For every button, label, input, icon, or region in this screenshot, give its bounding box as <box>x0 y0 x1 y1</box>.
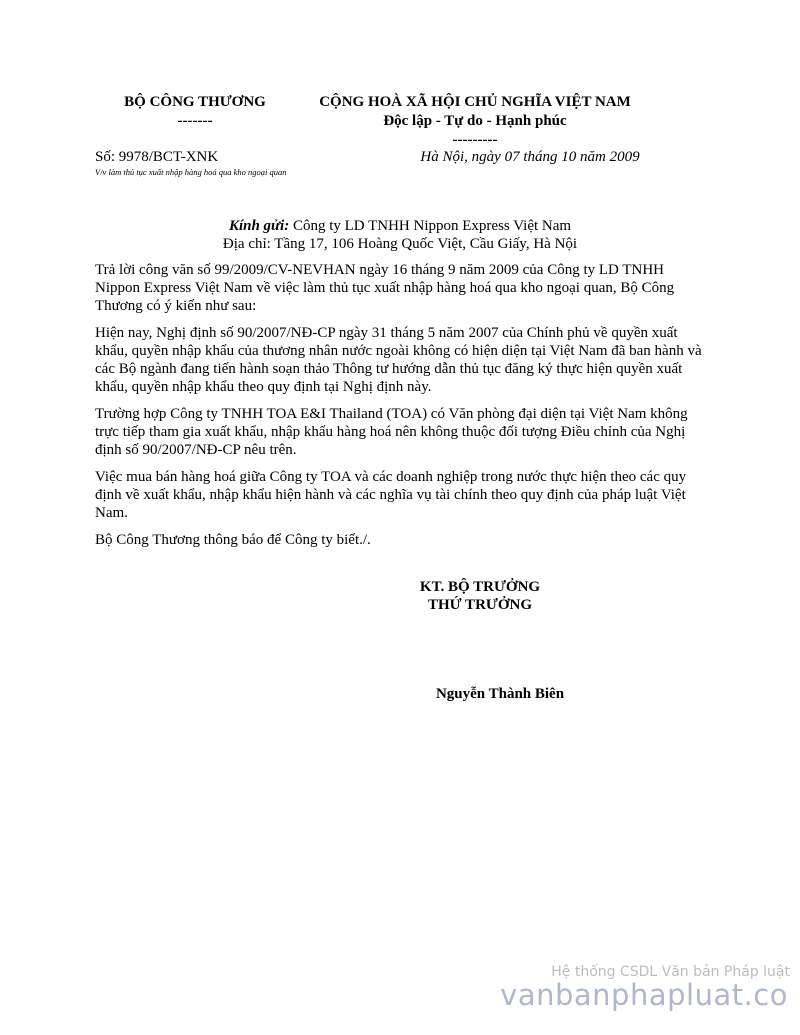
nation-name: CỘNG HOÀ XÃ HỘI CHỦ NGHĨA VIỆT NAM <box>319 94 631 110</box>
watermark-site: vanbanphapluat.co <box>500 978 788 1012</box>
issuer-divider: ------- <box>177 113 213 129</box>
national-motto: Độc lập - Tự do - Hạnh phúc <box>383 113 567 129</box>
issuer-block <box>95 93 295 131</box>
body-paragraph-1: Trả lời công văn số 99/2009/CV-NEVHAN ngày 16 tháng 9 năm 2009 của Công ty LD TNHH Nippon Express Việt Nam về việc làm thủ tục xuất nhập hàng hoá qua kho ngoại quan, Bộ Công Thương có ý kiến như sau: <box>95 262 675 314</box>
signature-title-2: THỨ TRƯỞNG <box>427 597 533 613</box>
signer-name: Nguyễn Thành Biên <box>435 686 565 702</box>
body-paragraph-4: Việc mua bán hàng hoá giữa Công ty TOA và các doanh nghiệp trong nước thực hiện theo các quy định về xuất khẩu, nhập khẩu hiện hành và các nghĩa vụ tài chính theo quy định của pháp luật Việt Nam. <box>95 469 687 521</box>
issuer-name: BỘ CÔNG THƯƠNG <box>124 94 266 110</box>
signature-title-block <box>380 578 580 614</box>
recipient-label: Kính gửi: <box>228 218 290 234</box>
national-header <box>290 93 660 150</box>
recipient-block <box>95 217 705 253</box>
motto-divider: --------- <box>452 132 498 148</box>
letter-body <box>95 261 705 558</box>
body-paragraph-2: Hiện nay, Nghị định số 90/2007/NĐ-CP ngày 31 tháng 5 năm 2007 của Chính phủ về quyền xuất khẩu, quyền nhập khẩu của thương nhân nước ngoài không có hiện diện tại Việt Nam đã ban hành và các Bộ ngành đang tiến hành soạn thảo Thông tư hướng dẫn thủ tục đăng ký thực hiện quyền xuất khẩu, quyền nhập khẩu theo quy định tại Nghị định này. <box>95 325 702 395</box>
recipient-name: Công ty LD TNHH Nippon Express Việt Nam <box>289 218 572 234</box>
recipient-line <box>95 217 705 235</box>
place-and-date: Hà Nội, ngày 07 tháng 10 năm 2009 <box>420 149 640 165</box>
body-paragraph-5: Bộ Công Thương thông báo để Công ty biết./. <box>95 532 371 548</box>
watermark-caption: Hệ thống CSDL Văn bản Pháp luật <box>551 964 790 980</box>
recipient-address: Địa chỉ: Tầng 17, 106 Hoàng Quốc Việt, Cầu Giấy, Hà Nội <box>222 236 578 252</box>
document-number: Số: 9978/BCT-XNK <box>95 149 219 165</box>
body-paragraph-3: Trường hợp Công ty TNHH TOA E&I Thailand (TOA) có Văn phòng đại diện tại Việt Nam không trực tiếp tham gia xuất khẩu, nhập khẩu hàng hoá nên không thuộc đối tượng Điều chỉnh của Nghị định số 90/2007/NĐ-CP nêu trên. <box>95 406 688 458</box>
document-subject: V/v làm thủ tục xuất nhập hàng hoá qua kho ngoại quan <box>95 167 287 177</box>
signature-title-1: KT. BỘ TRƯỞNG <box>419 579 541 595</box>
